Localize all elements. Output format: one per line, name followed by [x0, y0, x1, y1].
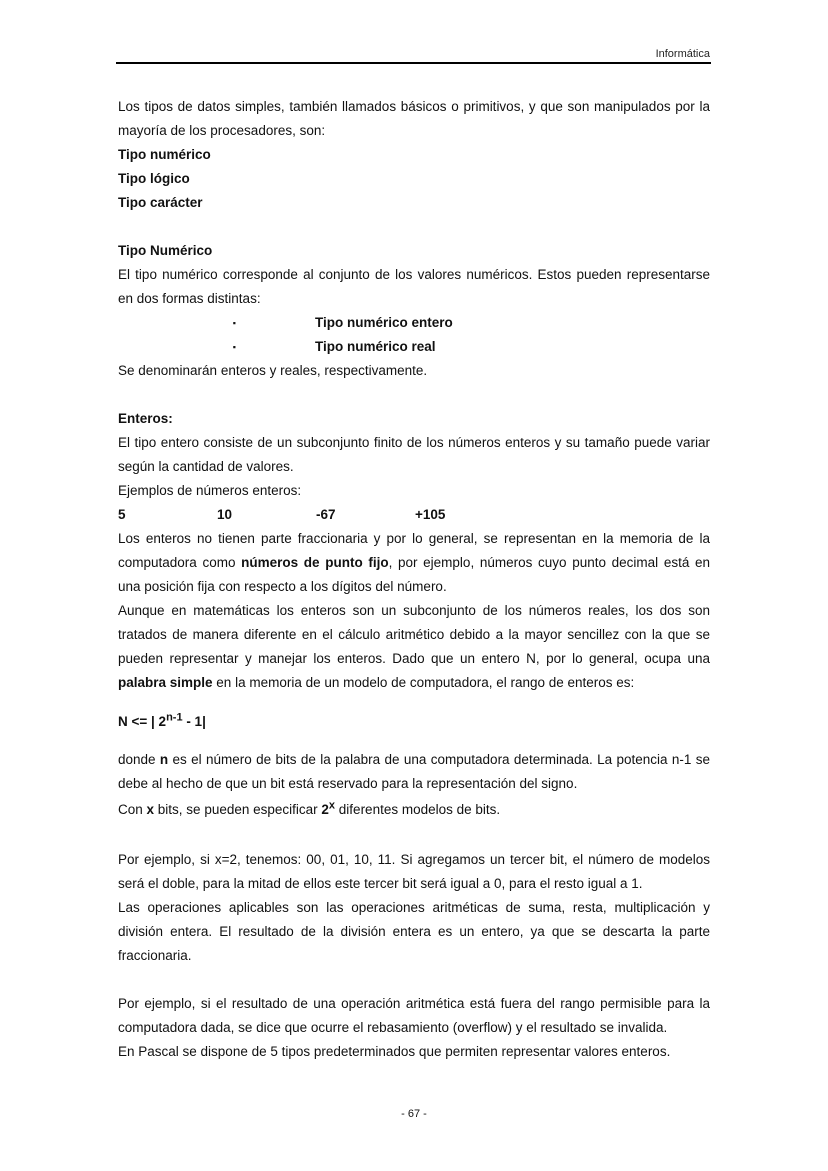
list-item-label: Tipo numérico real [315, 339, 436, 354]
list-item-label: Tipo numérico entero [315, 315, 453, 330]
enteros-paragraph-6: Por ejemplo, si x=2, tenemos: 00, 01, 10, 11. Si agregamos un tercer bit, el número de modelos será el doble, para la mitad de ellos este tercer bit será igual a 0, para el resto igual a 1. [118, 852, 710, 891]
header-rule [116, 62, 711, 64]
enteros-paragraph-9: En Pascal se dispone de 5 tipos predeterminados que permiten representar valores enteros. [118, 1044, 671, 1059]
examples-row [118, 503, 710, 527]
page-header-title: Informática [655, 48, 710, 60]
bullet-icon: ▪ [232, 342, 236, 352]
list-item [118, 335, 710, 359]
section-heading-numerico: Tipo Numérico [118, 243, 213, 258]
example-value: 10 [217, 507, 233, 522]
page-number: - 67 - [401, 1108, 427, 1120]
enteros-paragraph-8: Por ejemplo, si el resultado de una operación aritmética está fuera del rango permisible para la computadora dada, se dice que ocurre el rebasamiento (overflow) y el resultado se invalida. [118, 996, 710, 1035]
list-item [118, 311, 710, 335]
example-value: 5 [118, 507, 126, 522]
numerico-closing: Se denominarán enteros y reales, respectivamente. [118, 363, 428, 378]
section-heading-enteros: Enteros: [118, 411, 173, 426]
type-item: Tipo lógico [118, 171, 190, 186]
enteros-paragraph-7: Las operaciones aplicables son las operaciones aritméticas de suma, resta, multiplicación y división entera. El resultado de la división entera es un entero, ya que se descarta la parte fraccionaria. [118, 900, 710, 963]
intro-paragraph: Los tipos de datos simples, también llamados básicos o primitivos, y que son manipulados por la mayoría de los procesadores, son: [118, 99, 710, 138]
enteros-paragraph-2: Los enteros no tienen parte fraccionaria y por lo general, se representan en la memoria de la computadora como números de punto fijo, por ejemplo, números cuyo punto decimal está en una posición fija con respecto a los dígitos del número. [118, 531, 711, 594]
example-value: +105 [415, 507, 446, 522]
range-formula: N <= | 2$^{n-1}$ - 1| [118, 711, 206, 729]
page-content [118, 95, 710, 1064]
enteros-paragraph-5: Con x bits, se pueden especificar 2$^x$ diferentes modelos de bits. [118, 799, 501, 817]
enteros-paragraph-3: Aunque en matemáticas los enteros son un subconjunto de los números reales, los dos son tratados de manera diferente en el cálculo aritmético debido a la mayor sencillez con la que se pueden representar y manejar los enteros. Dado que un entero N, por lo general, ocupa una palabra simple en la memoria de un modelo de computadora, el rango de enteros es: [118, 603, 710, 690]
bullet-icon: ▪ [232, 318, 236, 328]
type-item: Tipo numérico [118, 147, 211, 162]
example-value: -67 [316, 507, 336, 522]
type-item: Tipo carácter [118, 195, 203, 210]
enteros-paragraph-1: El tipo entero consiste de un subconjunto finito de los números enteros y su tamaño puede variar según la cantidad de valores. [118, 435, 710, 474]
enteros-paragraph-4: donde n es el número de bits de la palabra de una computadora determinada. La potencia n-1 se debe al hecho de que un bit está reservado para la representación del signo. [118, 752, 710, 791]
examples-label: Ejemplos de números enteros: [118, 483, 302, 498]
numerico-paragraph: El tipo numérico corresponde al conjunto de los valores numéricos. Estos pueden representarse en dos formas distintas: [118, 267, 710, 306]
